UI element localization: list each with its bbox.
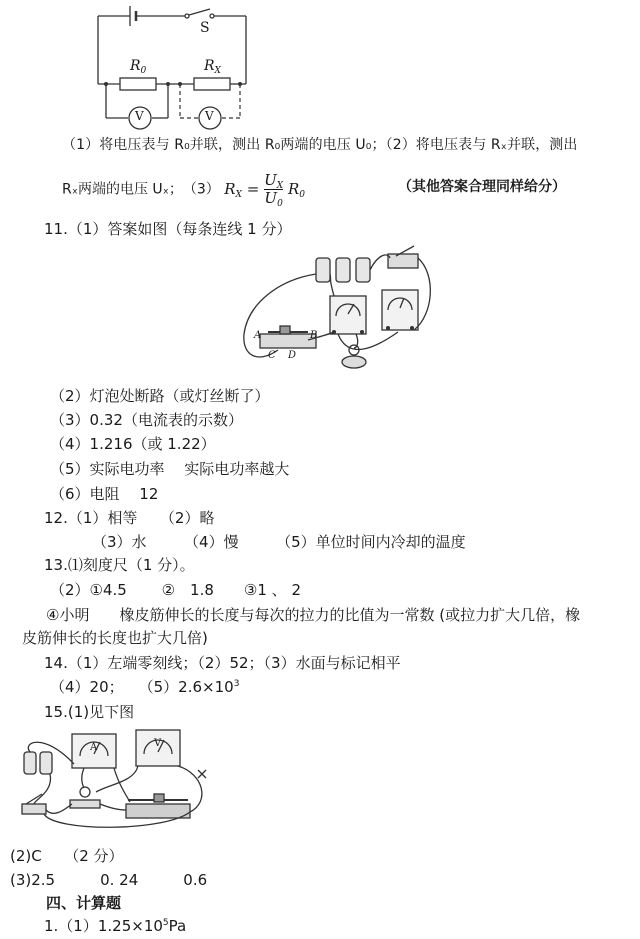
q11-line2: （2）灯泡处断路（或灯丝断了）: [50, 387, 270, 405]
formula-lhs: R: [224, 179, 236, 198]
r0-label: [130, 58, 146, 74]
q14-line1: 14.（1）左端零刻线；（2）52；（3）水面与标记相平: [44, 654, 401, 672]
q11-line3: （3）0.32（电流表的示数）: [50, 411, 243, 429]
q11-line1: 11.（1）答案如图（每条连线 1 分）: [44, 220, 292, 238]
section4-line1-prefix: 1.（1）1.25×10: [44, 917, 163, 935]
q15-line2: (2)C （2 分）: [10, 847, 124, 865]
q15-voltmeter-symbol: V: [154, 738, 162, 749]
top-circuit-diagram: [90, 0, 260, 132]
section4-heading: 四、计算题: [46, 894, 122, 912]
r0-letter: R: [130, 58, 141, 74]
q11-line4: （4）1.216（或 1.22）: [50, 435, 216, 453]
rx-label: [204, 58, 221, 74]
q11-fig-label-d: D: [288, 350, 297, 361]
q13-line3: ④小明 橡皮筋伸长的长度与每次的拉力的比值为一常数 (或拉力扩大几倍，橡: [46, 606, 581, 624]
rx-letter: R: [204, 58, 215, 74]
a10-note: （其他答案合理同样给分）: [398, 179, 566, 195]
q12-line1: 12.（1）相等 （2）略: [44, 509, 215, 527]
rx-subscript: X: [214, 66, 221, 76]
q15-line3: (3)2.5 0. 24 0.6: [10, 871, 208, 889]
q11-fig-label-a: A: [254, 330, 262, 341]
voltmeter-symbol-right: V: [205, 109, 214, 123]
q13-line1: 13.⑴刻度尺（1 分）。: [44, 556, 195, 574]
q13-line4: 皮筋伸长的长度也扩大几倍): [22, 629, 208, 647]
formula-numerator: $U_X$: [264, 171, 284, 191]
section4-line1-sup: 5: [162, 918, 169, 928]
section4-line1: [44, 916, 186, 936]
q11-fig-label-b: B: [310, 330, 318, 341]
q11-line5: （5）实际电功率 实际电功率越大: [50, 460, 290, 478]
formula-lhs-sub: X: [235, 189, 242, 200]
q15-circuit-figure: [14, 722, 226, 832]
formula-equals: =: [246, 179, 260, 198]
q13-line2: （2）①4.5 ② 1.8 ③1 、 2: [50, 581, 301, 599]
a10-line1: （1）将电压表与 R₀并联，测出 R₀两端的电压 U₀；（2）将电压表与 Rₓ并联，测出: [62, 137, 578, 153]
formula-denominator: $U_0$: [264, 189, 283, 209]
section4-line1-suffix: Pa: [168, 917, 187, 935]
switch-label: S: [200, 20, 210, 36]
q14-line2-sup: 3: [233, 679, 240, 689]
q12-line2: （3）水 （4）慢 （5）单位时间内冷却的温度: [92, 533, 466, 551]
q14-line2: [50, 677, 239, 697]
a10-line2: [62, 172, 305, 207]
formula-rhs: R: [287, 179, 300, 198]
q11-line6: （6）电阻 12: [50, 485, 159, 503]
q11-fig-label-c: C: [268, 350, 276, 361]
formula-fraction: [264, 172, 283, 207]
q15-ammeter-symbol: A: [90, 742, 98, 753]
a10-line2-prefix: Rₓ两端的电压 Uₓ； （3）: [62, 181, 220, 198]
formula-rhs-sub: 0: [299, 189, 305, 200]
r0-subscript: 0: [140, 66, 147, 76]
q15-line1: 15.(1)见下图: [44, 703, 135, 721]
q14-line2-prefix: （4）20； （5）2.6×10: [50, 678, 234, 696]
voltmeter-symbol-left: V: [135, 109, 144, 123]
formula: [224, 171, 305, 209]
